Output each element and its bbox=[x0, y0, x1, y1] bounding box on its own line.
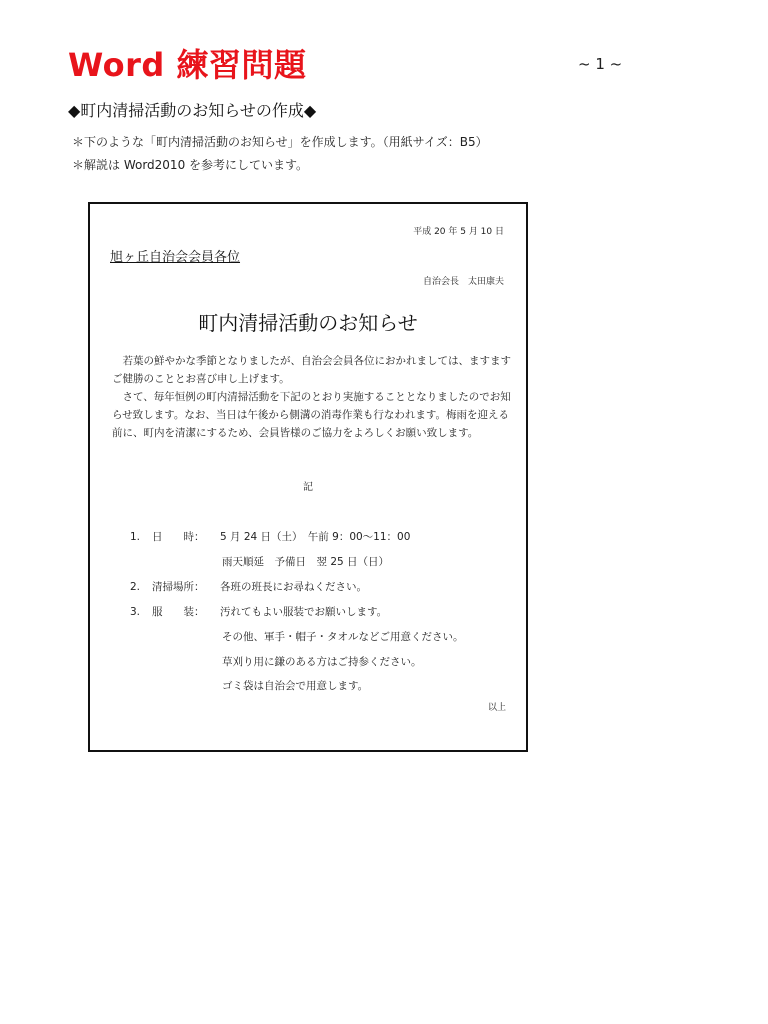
letter-sample-frame bbox=[88, 202, 528, 752]
item-label: 服 装： bbox=[152, 606, 205, 618]
page-number: ~ 1 ~ bbox=[578, 55, 623, 73]
item-value: 5 月 24 日（土） 午前 9：00〜11：00 bbox=[220, 531, 411, 543]
item-continuation: 草刈り用に鎌のある方はご持参ください。 bbox=[222, 656, 422, 668]
item-continuation: 雨天順延 予備日 翌 25 日（日） bbox=[222, 556, 390, 568]
item-continuation: ゴミ袋は自治会で用意します。 bbox=[222, 680, 369, 692]
letter-main-paragraph: さて、毎年恒例の町内清掃活動を下記のとおり実施することとなりましたのでお知らせ致します。なお、当日は午後から側溝の消毒作業も行なわれます。梅雨を迎える前に、町内を清潔にするため、会員皆様のご協力をよろしくお願い致します。 bbox=[112, 391, 511, 439]
item-number: 1. bbox=[130, 531, 141, 543]
item-number: 2. bbox=[130, 581, 141, 593]
item-value: 汚れてもよい服装でお願いします。 bbox=[220, 606, 388, 618]
page-title: Word 練習問題 bbox=[68, 46, 307, 84]
item-label: 日 時： bbox=[152, 531, 205, 543]
item-label: 清掃場所： bbox=[152, 581, 205, 593]
letter-title: 町内清掃活動のお知らせ bbox=[198, 311, 418, 335]
section-subtitle: ◆町内清掃活動のお知らせの作成◆ bbox=[68, 101, 317, 120]
letter-greeting-paragraph: 若葉の鮮やかな季節となりましたが、自治会会員各位におかれましては、ますますご健勝のこととお喜び申し上げます。 bbox=[112, 355, 511, 385]
detail-item-datetime bbox=[130, 529, 410, 544]
instruction-note: ＊下のような「町内清掃活動のお知らせ」を作成します。（用紙サイズ：B5） bbox=[72, 135, 488, 149]
ki-heading: 記 bbox=[303, 482, 313, 493]
letter-date: 平成 20 年 5 月 10 日 bbox=[413, 227, 504, 237]
letter-closing: 以上 bbox=[487, 703, 506, 713]
item-value: 各班の班長にお尋ねください。 bbox=[220, 581, 367, 593]
item-continuation: その他、軍手・帽子・タオルなどご用意ください。 bbox=[222, 631, 464, 643]
letter-addressee: 旭ヶ丘自治会会員各位 bbox=[110, 250, 241, 265]
item-number: 3. bbox=[130, 606, 141, 618]
detail-item-location bbox=[130, 579, 367, 594]
letter-sender: 自治会長 太田康夫 bbox=[422, 277, 504, 287]
reference-note: ＊解説は Word2010 を参考にしています。 bbox=[72, 158, 309, 172]
detail-item-clothing bbox=[130, 604, 387, 619]
